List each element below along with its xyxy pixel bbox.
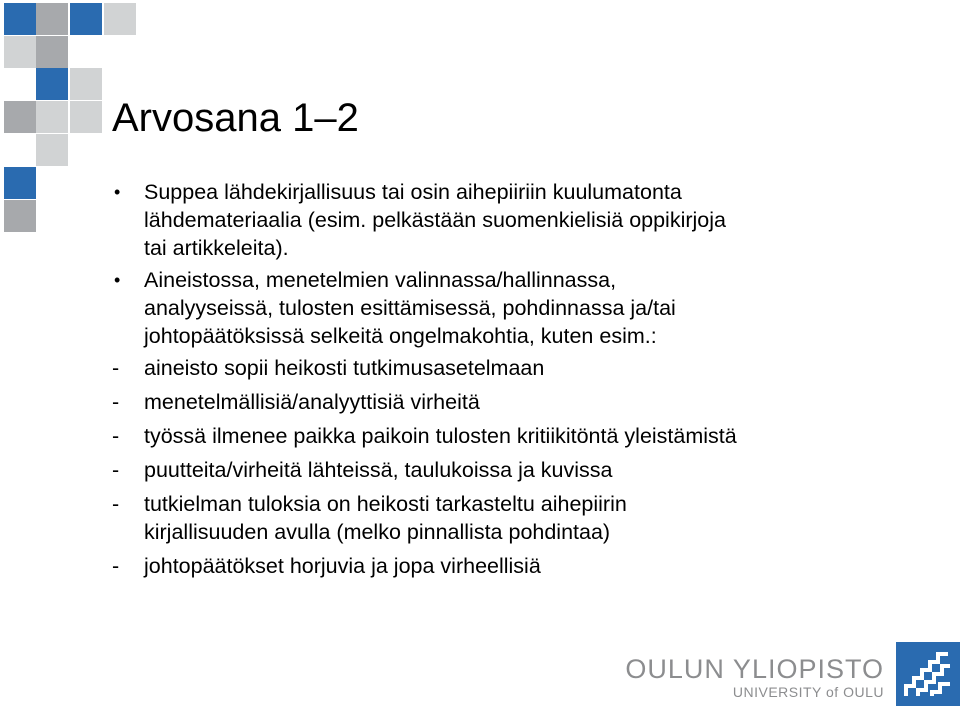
square-light xyxy=(70,101,102,133)
logo-subtitle: UNIVERSITY of OULU xyxy=(732,684,884,700)
item-text-line: aineisto sopii heikosti tutkimusasetelmaan xyxy=(144,356,545,380)
dash-item xyxy=(110,422,910,450)
square-blue xyxy=(36,68,68,100)
square-blue xyxy=(70,3,102,35)
square-grey xyxy=(36,36,68,68)
dash-marker: - xyxy=(112,492,120,516)
item-text-line: tai artikkeleita). xyxy=(144,236,289,260)
item-text-line: kirjallisuuden avulla (melko pinnallista pohdintaa) xyxy=(144,520,611,544)
dash-marker: - xyxy=(112,458,120,482)
item-text-line: menetelmällisiä/analyyttisiä virheitä xyxy=(144,390,480,414)
bullet-item xyxy=(110,266,910,350)
dash-item xyxy=(110,490,910,546)
item-text-line: lähdemateriaalia (esim. pelkästään suomenkielisiä oppikirjoja xyxy=(144,208,726,232)
item-text-line: tutkielman tuloksia on heikosti tarkasteltu aihepiirin xyxy=(144,492,627,516)
square-blue xyxy=(4,3,36,35)
square-light xyxy=(4,36,36,68)
square-grey xyxy=(4,101,36,133)
slide-title: Arvosana 1–2 xyxy=(112,96,359,140)
bullet-marker: • xyxy=(114,270,121,290)
square-grey xyxy=(36,3,68,35)
square-light xyxy=(104,3,136,35)
item-text-line: puutteita/virheitä lähteissä, taulukoissa ja kuvissa xyxy=(144,458,613,482)
item-text-line: työssä ilmenee paikka paikoin tulosten kritiikitöntä yleistämistä xyxy=(144,424,737,448)
bullet-item xyxy=(110,178,910,262)
item-text-line: Suppea lähdekirjallisuus tai osin aihepiiriin kuulumatonta xyxy=(144,180,682,204)
square-light xyxy=(70,68,102,100)
dash-item xyxy=(110,388,910,416)
dash-item xyxy=(110,354,910,382)
slide-content xyxy=(110,178,910,586)
university-logo-icon xyxy=(896,642,960,706)
dash-marker: - xyxy=(112,356,120,380)
square-light xyxy=(36,134,68,166)
dash-marker: - xyxy=(112,390,120,414)
square-grey xyxy=(4,200,36,232)
university-logo-text xyxy=(625,655,884,701)
bullet-marker: • xyxy=(114,182,121,202)
dash-item xyxy=(110,552,910,580)
dash-marker: - xyxy=(112,424,120,448)
square-light xyxy=(36,101,68,133)
item-text-line: analyyseissä, tulosten esittämisessä, pohdinnassa ja/tai xyxy=(144,296,676,320)
dash-marker: - xyxy=(112,554,120,578)
logo-name: OULUN YLIOPISTO xyxy=(625,654,884,684)
square-blue xyxy=(4,167,36,199)
dash-item xyxy=(110,456,910,484)
item-text-line: johtopäätökset horjuvia ja jopa virheellisiä xyxy=(144,554,541,578)
item-text-line: Aineistossa, menetelmien valinnassa/hallinnassa, xyxy=(144,268,617,292)
item-text-line: johtopäätöksissä selkeitä ongelmakohtia, kuten esim.: xyxy=(144,324,657,348)
